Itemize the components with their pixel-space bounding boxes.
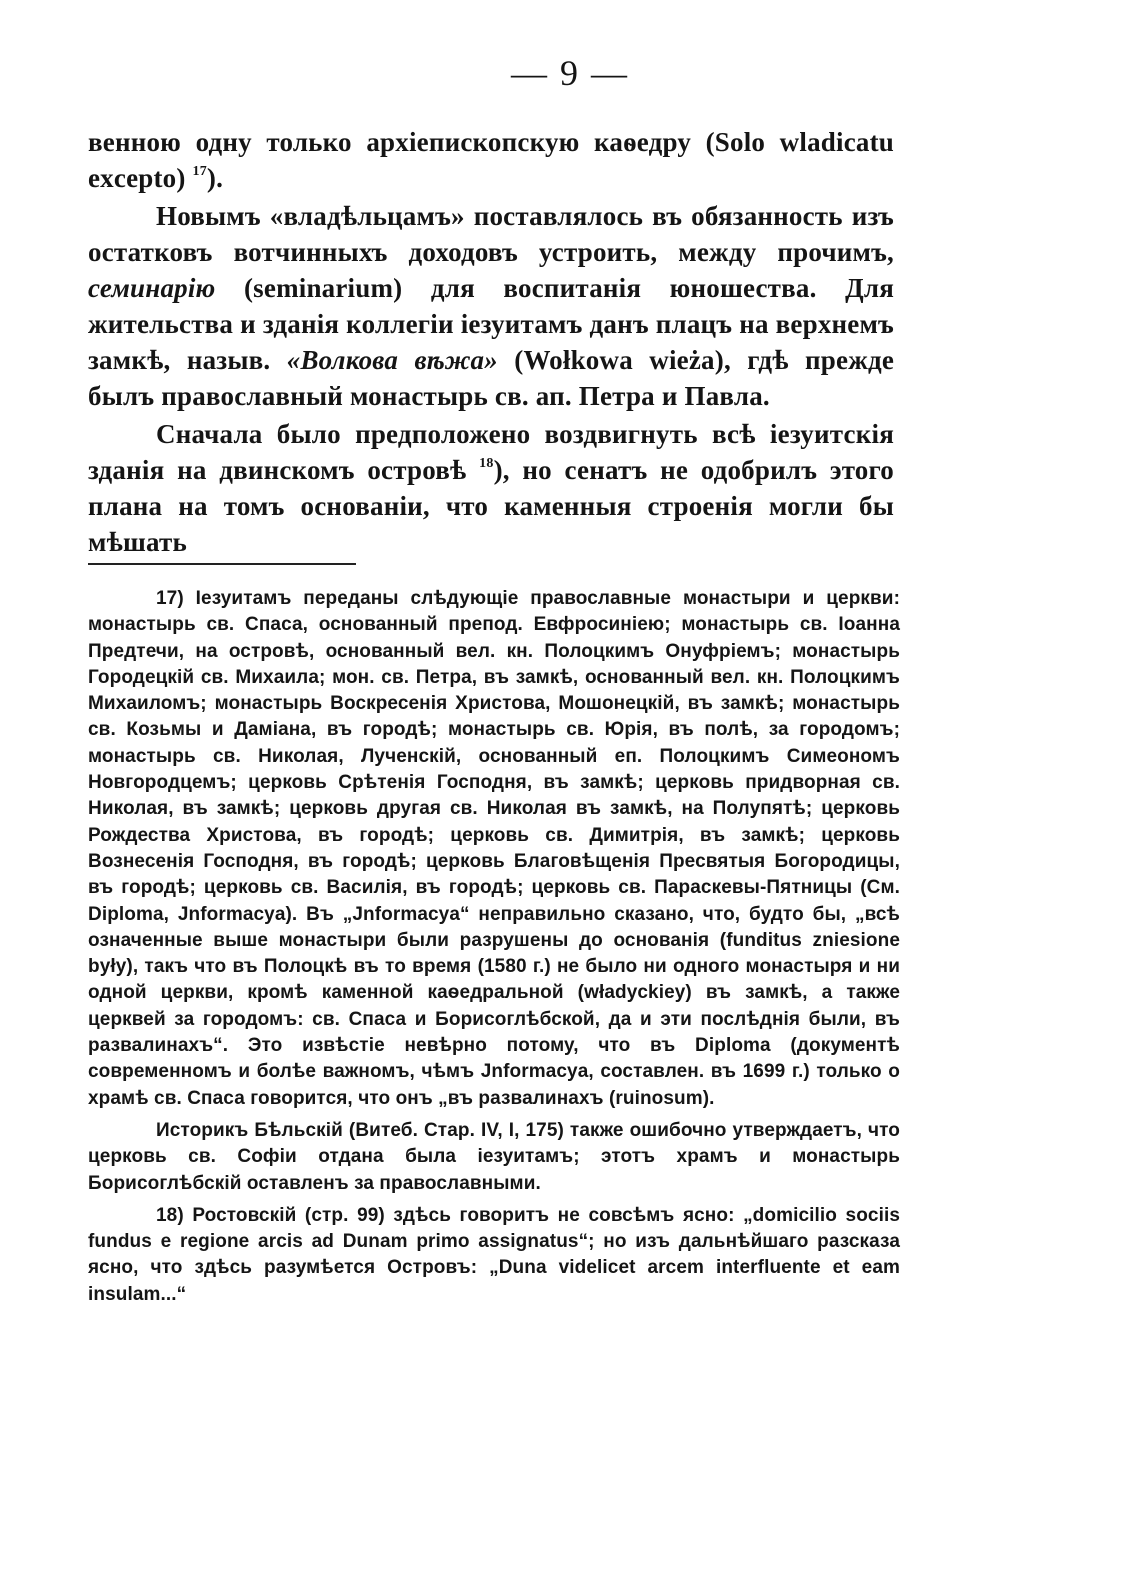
paragraph-3-text-b: ), но сенатъ не одобрилъ этого плана на томъ основаніи, что каменныя строенія могли бы мѣшать bbox=[88, 455, 894, 557]
footnotes bbox=[88, 586, 900, 1308]
footnote-ref-17: 17 bbox=[192, 164, 207, 179]
paragraph-3 bbox=[88, 416, 894, 560]
paragraph-2-text-c: (Wołkowa wieża), гдѣ прежде былъ православный монастырь св. ап. Петра и Павла. bbox=[88, 345, 895, 411]
footnote-divider bbox=[88, 563, 356, 565]
paragraph-1-text: венною одну только архіепископскую каѳедру (Solo wladicatu excepto) bbox=[88, 127, 894, 193]
paragraph-3-text-a: Сначала было предположено воздвигнуть всѣ іезуитскія зданія на двинскомъ островѣ bbox=[88, 419, 894, 485]
footnote-17: 17) Іезуитамъ переданы слѣдующіе православные монастыри и церкви: монастырь св. Спаса, основанный препод. Евфросиніею; монастырь св. Іоанна Предтечи, на островѣ, основанный вел. кн. Полоцкимъ Онуфріемъ; монастырь Городецкій св. Михаила; мон. св. Петра, въ замкѣ, основанный вел. кн. Полоцкимъ Михаиломъ; монастырь Воскресенія Христова, Мошонецкій, въ замкѣ; монастырь св. Козьмы и Даміана, въ городѣ; монастырь св. Юрія, въ полѣ, за городомъ; монастырь св. Николая, Лученскій, основанный еп. Полоцкимъ Симеономъ Новгородцемъ; церковь Срѣтенія Господня, въ замкѣ; церковь придворная св. Николая, въ замкѣ; церковь другая св. Николая въ замкѣ, на Полупятѣ; церковь Рождества Христова, въ городѣ; церковь св. Димитрія, въ замкѣ; церковь Вознесенія Господня, въ городѣ; церковь Благовѣщенія Пресвятыя Богородицы, въ городѣ; церковь св. Василія, въ городѣ; церковь св. Параскевы-Пятницы (См. Diploma, Jnformacya). Въ „Jnformacya“ неправильно сказано, что, будто бы, „всѣ означенные выше монастыри были разрушены до основанія (funditus zniesione były), такъ что въ Полоцкѣ въ то время (1580 г.) не было ни одного монастыря и ни одной церкви, кромѣ каменной каѳедральной (władyckiey) въ замкѣ, а также церквей за городомъ: св. Спаса и Борисоглѣбской, да и эти послѣднія были, въ развалинахъ“. Это извѣстіе невѣрно потому, что въ Diploma (документѣ современномъ и болѣе важномъ, чѣмъ Jnformacya, составлен. въ 1699 г.) только о храмѣ св. Спаса говорится, что онъ „въ развалинахъ (ruinosum). bbox=[88, 588, 900, 1109]
footnote-ref-18: 18 bbox=[479, 456, 494, 471]
volkova-vezha-term: «Волкова вѣжа» bbox=[286, 345, 498, 375]
seminary-term: семинарію bbox=[88, 273, 216, 303]
page-number: — 9 — bbox=[511, 53, 629, 93]
main-text bbox=[88, 124, 894, 560]
paragraph-2-text-b: (seminarium) для воспитанія юношества. Для жительства и зданія коллегіи іезуитамъ данъ плацъ на верхнемъ замкѣ, назыв. bbox=[88, 273, 895, 375]
paragraph-2-text-a: Новымъ «владѣльцамъ» поставлялось въ обязанность изъ остатковъ вотчинныхъ доходовъ устроить, между прочимъ, bbox=[88, 201, 894, 267]
paragraph-1-end: ). bbox=[206, 163, 224, 193]
paragraph-2 bbox=[88, 198, 894, 414]
paragraph-1 bbox=[88, 124, 894, 196]
footnote-17-continuation: Историкъ Бѣльскій (Витеб. Стар. IV, I, 175) также ошибочно утверждаетъ, что церковь св. Софіи отдана была іезуитамъ; этотъ храмъ и монастырь Борисоглѣбскій оставленъ за православными. bbox=[88, 1119, 900, 1194]
footnote-18: 18) Ростовскій (стр. 99) здѣсь говоритъ не совсѣмъ ясно: „domicilio sociis fundus e regione arcis ad Dunam primo assignatus“; но изъ дальнѣйшаго разсказа ясно, что здѣсь разумѣется Островъ: „Duna videlicet arcem interfluente et eam insulam...“ bbox=[88, 1204, 900, 1305]
